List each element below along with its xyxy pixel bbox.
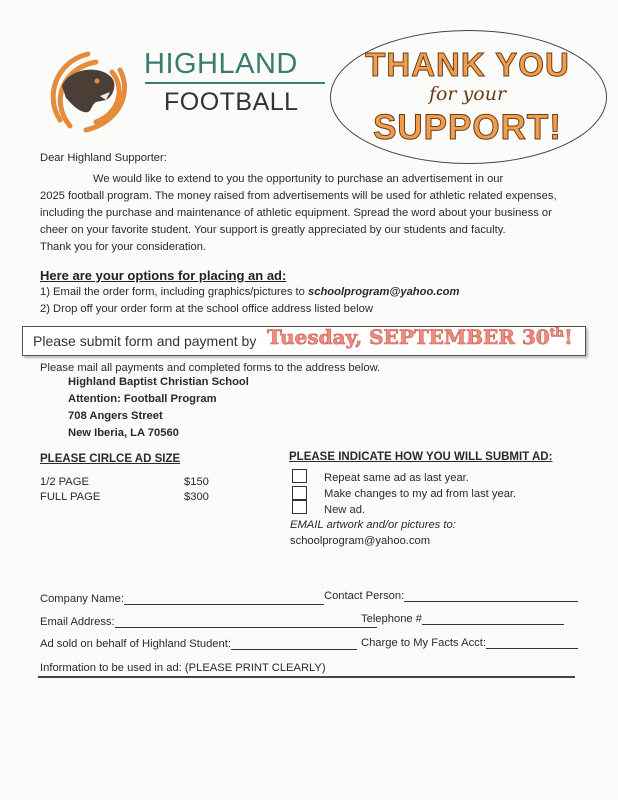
thank-you-support: SUPPORT! xyxy=(373,108,562,147)
mail-instruction: Please mail all payments and completed forms to the address below. xyxy=(40,362,381,374)
letter-line: 2025 football program. The money raised from advertisements will be used for athletic related expenses, xyxy=(40,190,557,202)
deadline-bang: ! xyxy=(564,325,573,349)
email-address-field[interactable] xyxy=(40,616,377,628)
mailing-address xyxy=(68,374,249,442)
thank-you-heading: THANK YOU xyxy=(365,46,570,83)
brand-subtitle: FOOTBALL xyxy=(164,88,299,116)
option-email-text: 1) Email the order form, including graphics/pictures to xyxy=(40,286,308,298)
student-line[interactable] xyxy=(231,639,357,650)
contact-person-line[interactable] xyxy=(404,591,578,602)
thank-you-for-your: for your xyxy=(428,83,507,105)
options-heading: Here are your options for placing an ad: xyxy=(40,268,287,283)
choice-new-label: New ad. xyxy=(324,504,366,516)
telephone-label: Telephone # xyxy=(361,613,422,625)
ad-info-rule[interactable] xyxy=(38,676,575,678)
option-email-address: schoolprogram@yahoo.com xyxy=(308,286,460,298)
ad-info-label: Information to be used in ad: (PLEASE PRINT CLEARLY) xyxy=(40,662,326,674)
checkbox-repeat[interactable] xyxy=(292,469,307,483)
address-line: 708 Angers Street xyxy=(68,410,163,422)
ad-size-full-price: $300 xyxy=(184,491,209,503)
option-dropoff: 2) Drop off your order form at the school office address listed below xyxy=(40,303,373,315)
charge-account-line[interactable] xyxy=(486,638,578,649)
ad-size-half-price: $150 xyxy=(184,476,209,488)
letter-line: We would like to extend to you the opportunity to purchase an advertisement in our xyxy=(93,173,504,185)
ad-size-full[interactable]: FULL PAGE xyxy=(40,491,101,503)
address-line: Attention: Football Program xyxy=(68,393,217,405)
telephone-field[interactable] xyxy=(361,613,564,625)
email-address-label: Email Address: xyxy=(40,616,115,628)
address-line: New Iberia, LA 70560 xyxy=(68,427,179,439)
company-name-line[interactable] xyxy=(124,594,324,605)
brand-title: HIGHLAND xyxy=(144,48,298,80)
student-field[interactable] xyxy=(40,638,357,650)
checkbox-changes[interactable] xyxy=(292,486,307,500)
company-name-label: Company Name: xyxy=(40,593,124,605)
contact-person-label: Contact Person: xyxy=(324,590,405,602)
ad-size-half[interactable]: 1/2 PAGE xyxy=(40,476,89,488)
letter-line: including the purchase and maintenance of athletic equipment. Spread the word about your business or xyxy=(40,207,552,219)
company-name-field[interactable] xyxy=(40,593,324,605)
email-address-line[interactable] xyxy=(115,617,377,628)
letter-body xyxy=(40,171,560,256)
choice-changes-label: Make changes to my ad from last year. xyxy=(324,488,517,500)
deadline-suffix: th xyxy=(549,325,564,340)
charge-account-label: Charge to My Facts Acct: xyxy=(361,637,486,649)
ad-size-heading: PLEASE CIRLCE AD SIZE xyxy=(40,453,181,465)
salutation: Dear Highland Supporter: xyxy=(40,152,167,164)
letter-line: Thank you for your consideration. xyxy=(40,241,207,253)
deadline-label: Please submit form and payment by xyxy=(33,333,257,349)
deadline-date xyxy=(267,325,573,349)
submit-method-heading: PLEASE INDICATE HOW YOU WILL SUBMIT AD: xyxy=(289,451,553,463)
telephone-line[interactable] xyxy=(422,614,564,625)
address-line: Highland Baptist Christian School xyxy=(68,376,249,388)
bear-logo xyxy=(40,42,136,138)
option-email xyxy=(40,284,459,301)
contact-person-field[interactable] xyxy=(324,590,578,602)
student-label: Ad sold on behalf of Highland Student: xyxy=(40,638,231,650)
deadline-date-text: Tuesday, SEPTEMBER 30 xyxy=(267,325,550,349)
choice-repeat-label: Repeat same ad as last year. xyxy=(324,472,469,484)
charge-account-field[interactable] xyxy=(361,637,578,649)
brand-divider xyxy=(145,82,325,84)
options-list xyxy=(40,284,459,318)
email-artwork-label: EMAIL artwork and/or pictures to: xyxy=(290,519,456,531)
checkbox-new-ad[interactable] xyxy=(292,500,307,514)
email-artwork-address: schoolprogram@yahoo.com xyxy=(290,535,431,547)
letter-line: cheer on your favorite student. Your support is greatly appreciated by our students and faculty. xyxy=(40,224,506,236)
